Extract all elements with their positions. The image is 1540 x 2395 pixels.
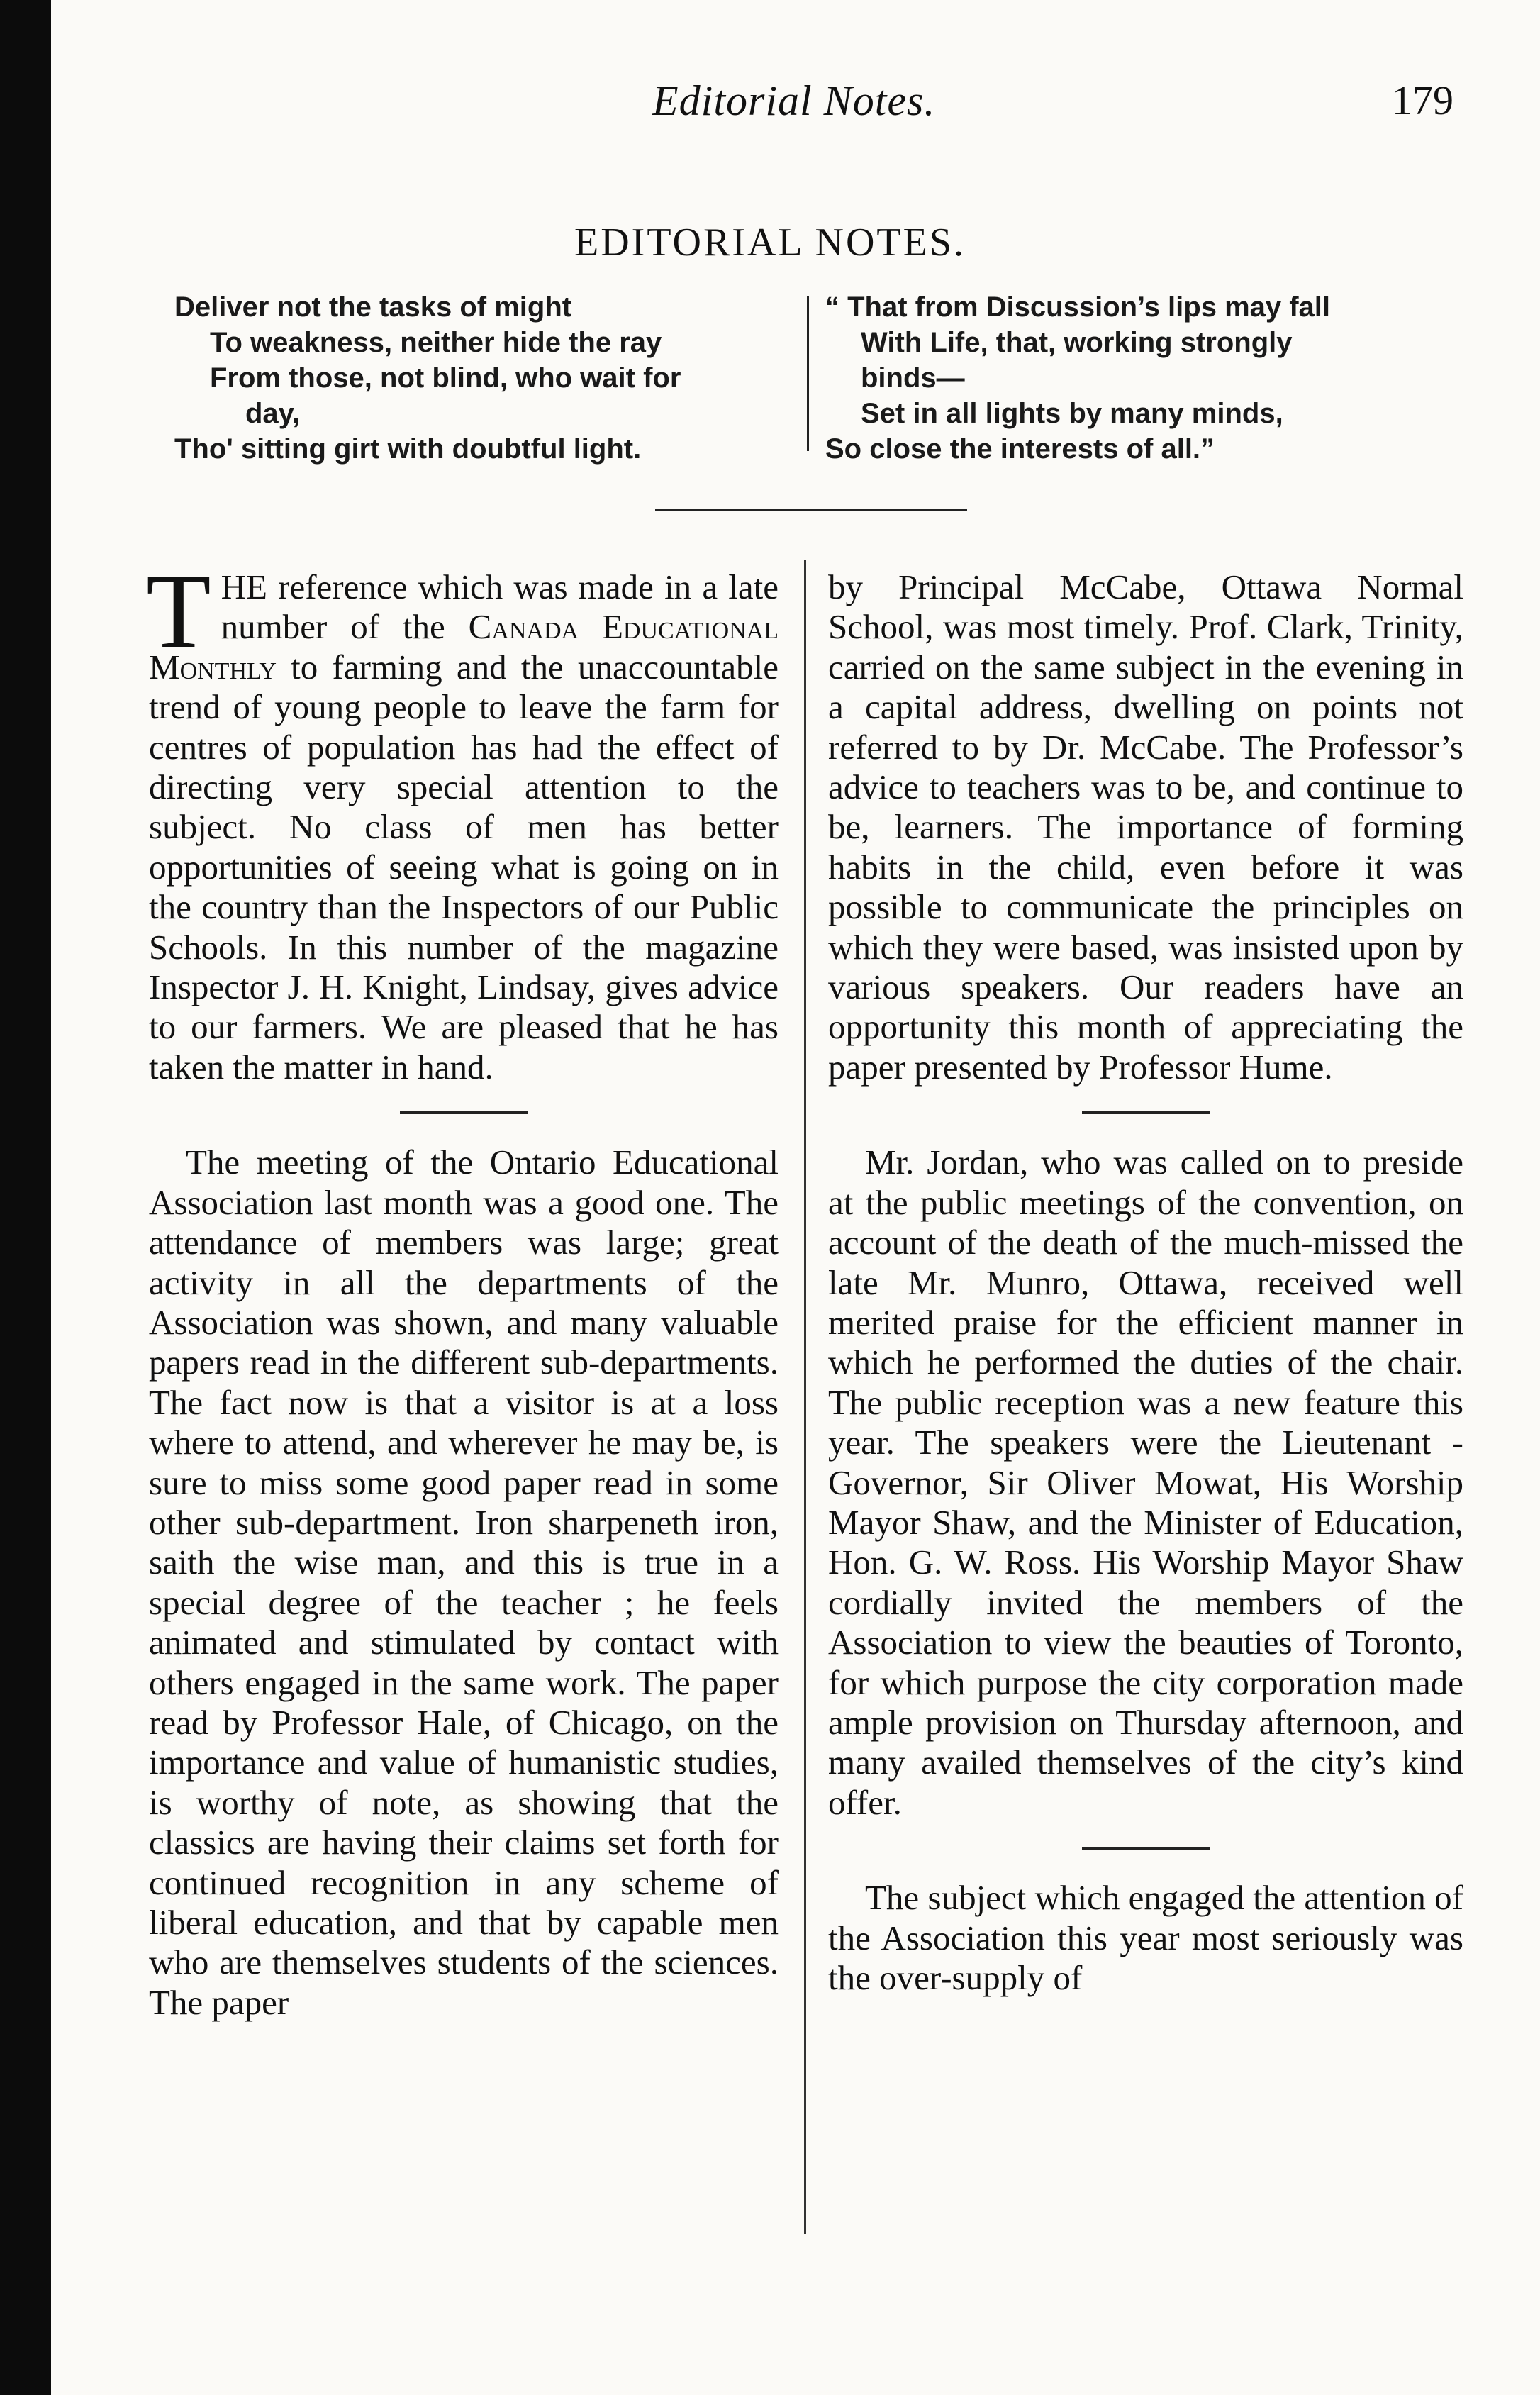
paragraph-mccabe: by Principal McCabe, Ottawa Normal School, was most timely. Prof. Clark, Trinity, carried on the same subject in the evening in a capital address, dwelling on points not referred to by Dr. McCabe. The Professor’s advice to teachers was to be, and continue to be, learners. The importance of forming habits in the child, even before it was possible to communicate the principles on which they were based, was insisted upon by various speakers. Our readers have an opportunity this month of appreciating the paper presented by Professor Hume.	[828, 567, 1463, 1087]
left-column	[146, 552, 779, 2023]
journal-name: Canada Educational Monthly	[149, 607, 779, 687]
epigraph-line: So close the interests of all.”	[825, 433, 1215, 465]
epigraph-line: Tho' sitting girt with doubtful light.	[174, 433, 642, 465]
epigraph-line: To weakness, neither hide the ray	[210, 327, 662, 358]
epigraph-line: “ That from Discussion’s lips may fall	[825, 291, 1331, 323]
paragraph-over-supply: The subject which engaged the attention of the Association this year most seriously was the over-supply of	[828, 1878, 1463, 1997]
section-rule	[655, 509, 967, 511]
epigraph-right	[825, 289, 1463, 467]
paragraph-text: HE reference which was made in a late number of the	[221, 567, 779, 647]
epigraph-divider	[807, 296, 809, 451]
page-binding-edge	[0, 0, 51, 2395]
paragraph-farming	[146, 552, 779, 1087]
paragraph-text: to farming and the unaccountable trend of young people to leave the farm for centres of population has had the effect of directing very special attention to the subject. No class of men has better opportunities of seeing what is going on in the country than the Inspectors of our Public Schools. In this number of the magazine Inspector J. H. Knight, Lindsay, gives advice to our farmers. We are pleased that he has taken the matter in hand.	[149, 647, 779, 1087]
epigraph-line: binds—	[861, 362, 965, 394]
right-column	[828, 567, 1463, 1998]
epigraph-line: With Life, that, working strongly	[861, 327, 1293, 358]
paragraph-rule	[1082, 1111, 1210, 1114]
epigraph-line: From those, not blind, who wait for	[210, 362, 681, 394]
epigraph-line: Deliver not the tasks of might	[174, 291, 572, 323]
paragraph-rule	[1082, 1847, 1210, 1850]
epigraph-line: Set in all lights by many minds,	[861, 398, 1283, 429]
running-head-title: Editorial Notes.	[652, 77, 936, 124]
paragraph-rule	[400, 1111, 528, 1114]
section-title: EDITORIAL NOTES.	[574, 221, 966, 265]
drop-cap: T	[146, 552, 211, 670]
epigraph-left	[174, 289, 784, 467]
page-number: 179	[1392, 77, 1453, 123]
paragraph-association-meeting: The meeting of the Ontario Educational Association last month was a good one. The attendance of members was large; great activity in all the departments of the Association was shown, and many valuable papers read in the different sub-departments. The fact now is that a visitor is at a loss where to attend, and wherever he may be, is sure to miss some good paper read in some other sub-department. Iron sharpeneth iron, saith the wise man, and this is true in a special degree of the teacher ; he feels animated and stimulated by contact with others engaged in the same work. The paper read by Professor Hale, of Chicago, on the importance and value of humanistic studies, is worthy of note, as showing that the classics are having their claims set forth for continued recognition in any scheme of liberal education, and that by capable men who are themselves students of the sciences. The paper	[149, 1143, 779, 2022]
running-head	[638, 77, 1453, 133]
column-divider	[804, 560, 806, 2234]
paragraph-jordan: Mr. Jordan, who was called on to preside at the public meetings of the convention, on account of the death of the much-missed the late Mr. Munro, Ottawa, received well merited praise for the efficient manner in which he performed the duties of the chair. The public reception was a new feature this year. The speakers were the Lieutenant - Governor, Sir Oliver Mowat, His Worship Mayor Shaw, and the Minister of Education, Hon. G. W. Ross. His Worship Mayor Shaw cordially invited the members of the Association to view the beauties of Toronto, for which purpose the city corporation made ample provision on Thursday afternoon, and many availed themselves of the city’s kind offer.	[828, 1143, 1463, 1822]
epigraph-line: day,	[245, 398, 301, 429]
